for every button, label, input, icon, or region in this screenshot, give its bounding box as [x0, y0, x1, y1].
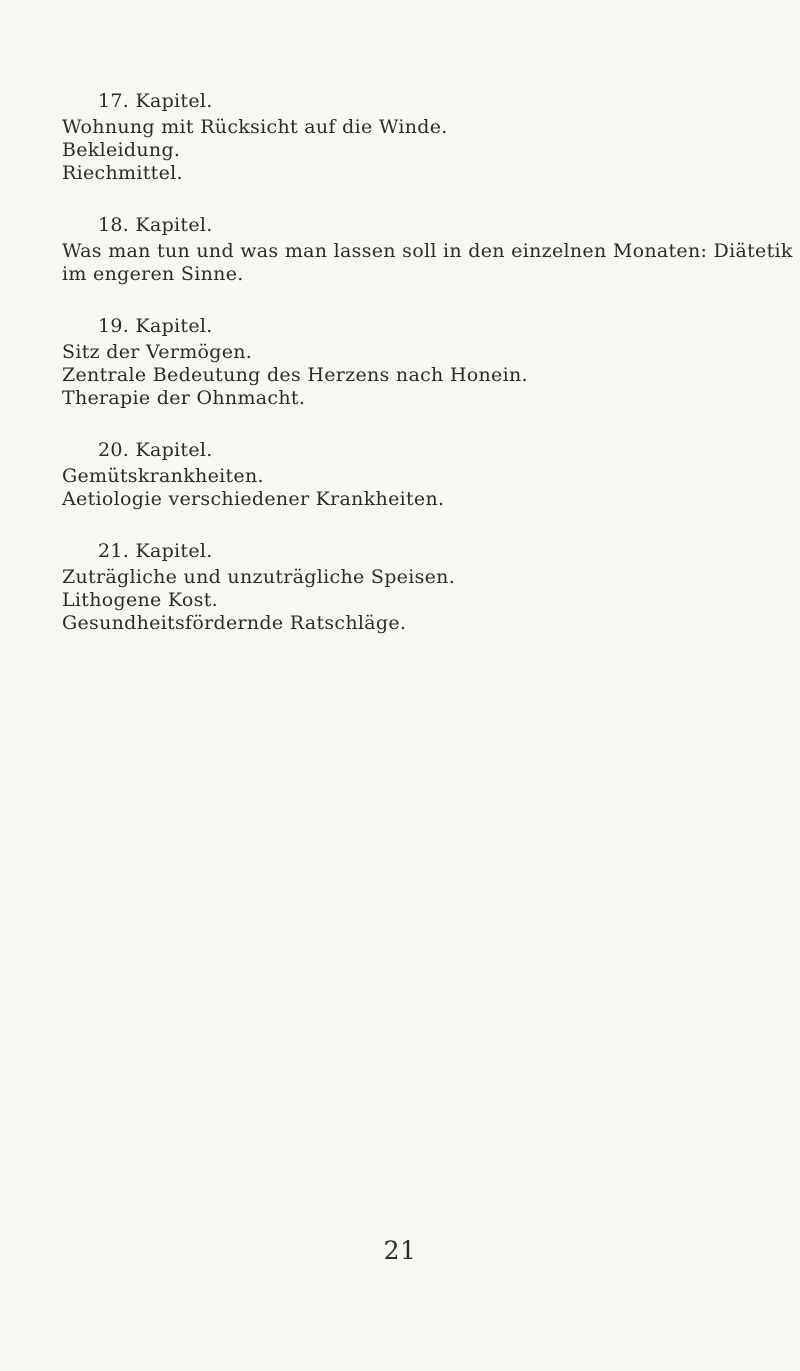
chapter-topic: im engeren Sinne. — [62, 263, 244, 285]
chapter-topic: Therapie der Ohnmacht. — [62, 387, 306, 409]
chapter-topic: Lithogene Kost. — [62, 589, 218, 611]
chapter-21 — [62, 536, 782, 635]
page-number: 21 — [383, 1236, 417, 1265]
chapter-topic: Gesundheitsfördernde Ratschläge. — [62, 612, 407, 634]
chapter-topic: Zuträgliche und unzuträgliche Speisen. — [62, 566, 456, 588]
chapter-topic: Bekleidung. — [62, 139, 181, 161]
chapter-17 — [62, 86, 782, 185]
chapter-topic: Sitz der Vermögen. — [62, 341, 253, 363]
chapter-topic: Zentrale Bedeutung des Herzens nach Honein. — [62, 364, 528, 386]
chapter-heading: 18. Kapitel. — [98, 214, 213, 236]
chapter-19 — [62, 311, 782, 410]
chapter-list — [62, 86, 793, 660]
chapter-topic: Aetiologie verschiedener Krankheiten. — [62, 488, 445, 510]
chapter-heading: 19. Kapitel. — [98, 315, 213, 337]
chapter-topic: Gemütskrankheiten. — [62, 465, 264, 487]
chapter-topic: Riechmittel. — [62, 162, 183, 184]
chapter-topic: Was man tun und was man lassen soll in den einzelnen Monaten: Diätetik — [62, 240, 793, 262]
chapter-topic: Wohnung mit Rücksicht auf die Winde. — [62, 116, 448, 138]
chapter-heading: 20. Kapitel. — [98, 439, 213, 461]
chapter-20 — [62, 435, 782, 511]
chapter-18 — [62, 210, 793, 286]
chapter-heading: 17. Kapitel. — [98, 90, 213, 112]
chapter-heading: 21. Kapitel. — [98, 540, 213, 562]
